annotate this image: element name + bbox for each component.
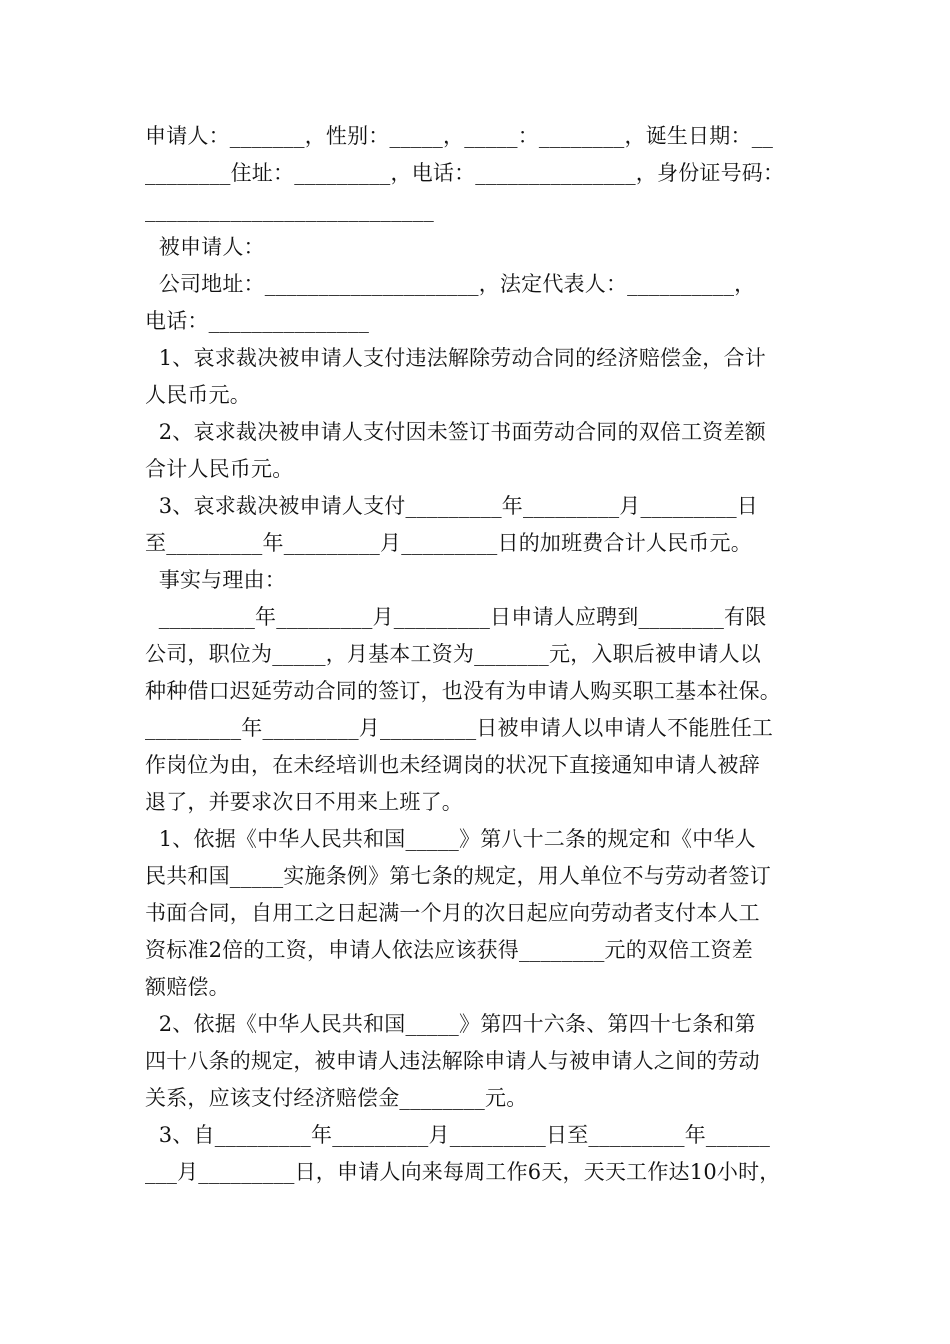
basis-1-line-5: 额赔偿。 (145, 975, 230, 999)
request-3-line-1: 3、哀求裁决被申请人支付_________年_________月_________日 (145, 494, 759, 518)
request-2-line-1: 2、哀求裁决被申请人支付因未签订书面劳动合同的双倍工资差额 (145, 420, 766, 444)
basis-3-line-2: ___月_________日，申请人向来每周工作6天，天天工作达10小时， (145, 1160, 781, 1184)
request-2-line-2: 合计人民币元。 (145, 457, 294, 481)
facts-line-4: _________年_________月_________日被申请人以申请人不能胜任工 (145, 716, 774, 740)
basis-1-line-4: 资标准2倍的工资，申请人依法应该获得________元的双倍工资差 (145, 938, 753, 962)
facts-line-1: _________年_________月_________日申请人应聘到________有限 (145, 605, 767, 629)
request-1-line-1: 1、哀求裁决被申请人支付违法解除劳动合同的经济赔偿金，合计 (145, 346, 766, 370)
basis-2-line-1: 2、依据《中华人民共和国_____》第四十六条、第四十七条和第 (145, 1012, 756, 1036)
facts-line-5: 作岗位为由，在未经培训也未经调岗的状况下直接通知申请人被辞 (145, 753, 760, 777)
request-3-line-2: 至_________年_________月_________日的加班费合计人民币元。 (145, 531, 752, 555)
applicant-info-line-1: 申请人：_______，性别：_____，_____：________，诞生日期：__ (145, 124, 774, 148)
facts-line-2: 公司，职位为_____，月基本工资为_______元，入职后被申请人以 (145, 642, 761, 666)
request-1-line-2: 人民币元。 (145, 383, 251, 407)
basis-1-line-3: 书面合同，自用工之日起满一个月的次日起应向劳动者支付本人工 (145, 901, 760, 925)
basis-1-line-1: 1、依据《中华人民共和国_____》第八十二条的规定和《中华人 (145, 827, 756, 851)
basis-1-line-2: 民共和国_____实施条例》第七条的规定，用人单位不与劳动者签订 (145, 864, 771, 888)
respondent-address-line: 公司地址：____________________，法定代表人：__________， (145, 272, 756, 296)
facts-heading: 事实与理由： (145, 568, 286, 592)
basis-2-line-2: 四十八条的规定，被申请人违法解除申请人与被申请人之间的劳动 (145, 1049, 760, 1073)
facts-line-6: 退了，并要求次日不用来上班了。 (145, 790, 463, 814)
respondent-phone-line: 电话：_______________ (145, 309, 370, 333)
basis-2-line-3: 关系，应该支付经济赔偿金________元。 (145, 1086, 528, 1110)
applicant-info-line-3: ___________________________ (145, 198, 434, 222)
applicant-info-line-2: ________住址：_________，电话：_______________，身份证号码： (145, 161, 785, 185)
facts-line-3: 种种借口迟延劳动合同的签订，也没有为申请人购买职工基本社保。 (145, 679, 781, 703)
basis-3-line-1: 3、自_________年_________月_________日至_________年______ (145, 1123, 771, 1147)
respondent-heading: 被申请人： (145, 235, 265, 259)
